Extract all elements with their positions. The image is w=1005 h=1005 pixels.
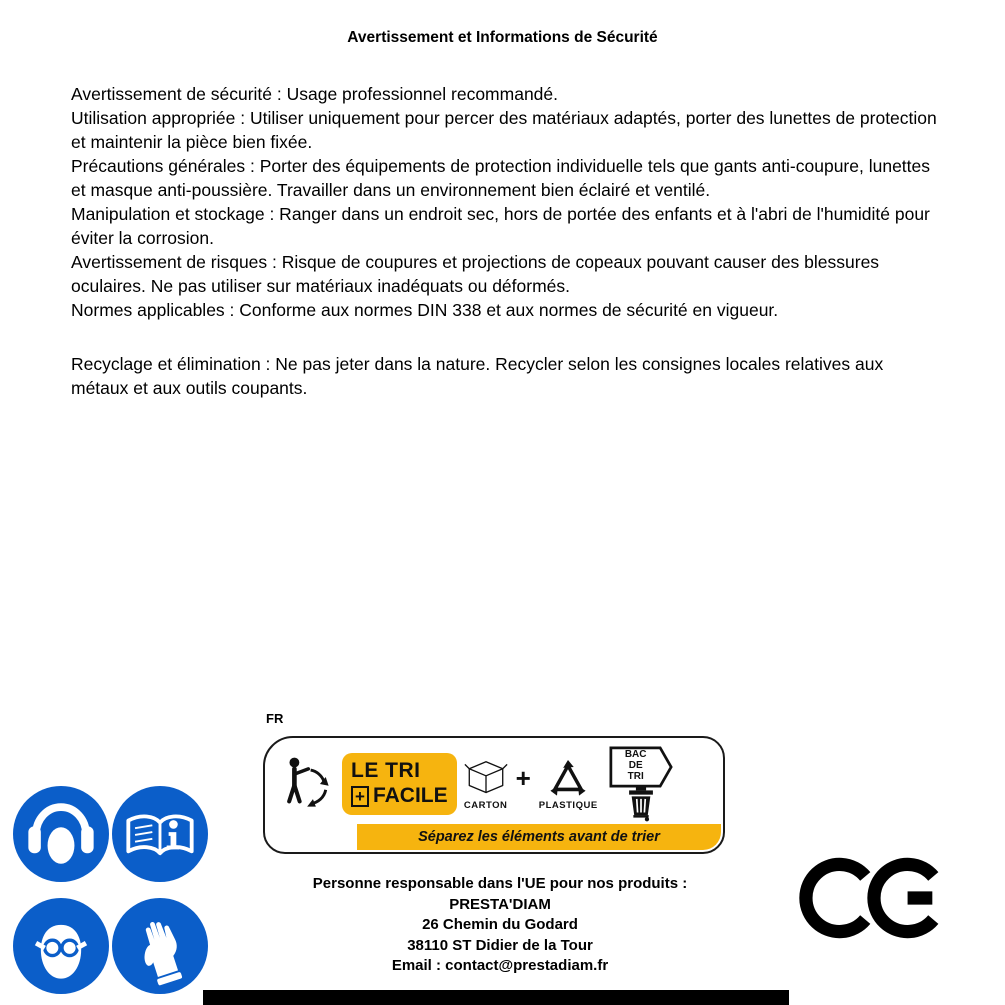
le-tri-facile-logo [342, 753, 457, 815]
bac-text: BAC [624, 749, 647, 760]
facile-text: FACILE [372, 784, 448, 807]
safety-pictograms [13, 786, 208, 994]
tri-text: TRI [627, 771, 644, 782]
contact-email: Email : contact@prestadiam.fr [391, 957, 609, 974]
address-city: 38110 ST Didier de la Tour [407, 936, 593, 954]
wear-ear-protection-icon [13, 786, 109, 882]
carton-item [464, 758, 508, 811]
read-instruction-manual-icon [112, 786, 208, 882]
country-code-label: FR [266, 711, 284, 726]
bac-de-tri-flag [609, 746, 673, 788]
carton-box-icon [464, 758, 508, 798]
plus-box: + [351, 786, 369, 807]
plus-separator: + [515, 762, 531, 793]
paragraph-avertissement-securite: Avertissement de sécurité : Usage professionnel recommandé. [71, 84, 559, 104]
plastique-item [539, 758, 598, 811]
paragraph-utilisation-appropriee: Utilisation appropriée : Utiliser uniquement pour percer des matériaux adaptés, porter des lunettes de protection et maintenir la pièce bien fixée. [71, 108, 937, 152]
wear-protective-gloves-icon [112, 898, 208, 994]
ce-mark-icon [798, 852, 950, 944]
triman-recycling-banner [263, 736, 725, 854]
plastique-label: PLASTIQUE [538, 799, 598, 811]
wear-eye-protection-icon [13, 898, 109, 994]
de-text: DE [628, 760, 643, 771]
le-tri-text: LE TRI [351, 758, 421, 782]
address-heading: Personne responsable dans l'UE pour nos produits : [312, 875, 688, 892]
triman-tagline: Séparez les éléments avant de trier [357, 824, 721, 850]
paragraph-precautions-generales: Précautions générales : Porter des équipements de protection individuelle tels que gants anti-coupure, lunettes et masque anti-poussière. Travailler dans un environnement bien éclairé et ventilé. [71, 156, 931, 200]
address-street: 26 Chemin du Godard [422, 916, 578, 933]
triman-icon [277, 750, 335, 818]
plastic-recycling-icon [546, 758, 590, 798]
carton-label: CARTON [463, 799, 508, 811]
company-name: PRESTA'DIAM [449, 895, 551, 913]
triman-row [265, 738, 723, 826]
paragraph-normes-applicables: Normes applicables : Conforme aux normes DIN 338 et aux normes de sécurité en vigueur. [71, 300, 779, 320]
paragraph-avertissement-risques: Avertissement de risques : Risque de coupures et projections de copeaux pouvant causer des blessures oculaires. Ne pas utiliser sur matériaux inadéquats ou déformés. [71, 252, 880, 296]
safety-text-block [71, 82, 945, 400]
bottom-black-bar [203, 990, 789, 1005]
responsible-person-block [230, 874, 770, 977]
page-title: Avertissement et Informations de Sécurité [347, 29, 658, 46]
paragraph-recyclage-elimination: Recyclage et élimination : Ne pas jeter dans la nature. Recycler selon les consignes locales relatives aux métaux et aux outils coupants. [71, 354, 884, 398]
waste-bin-icon [624, 786, 658, 822]
bac-de-tri-item [609, 746, 673, 822]
paragraph-manipulation-stockage: Manipulation et stockage : Ranger dans un endroit sec, hors de portée des enfants et à l'abri de l'humidité pour éviter la corrosion. [71, 204, 930, 248]
